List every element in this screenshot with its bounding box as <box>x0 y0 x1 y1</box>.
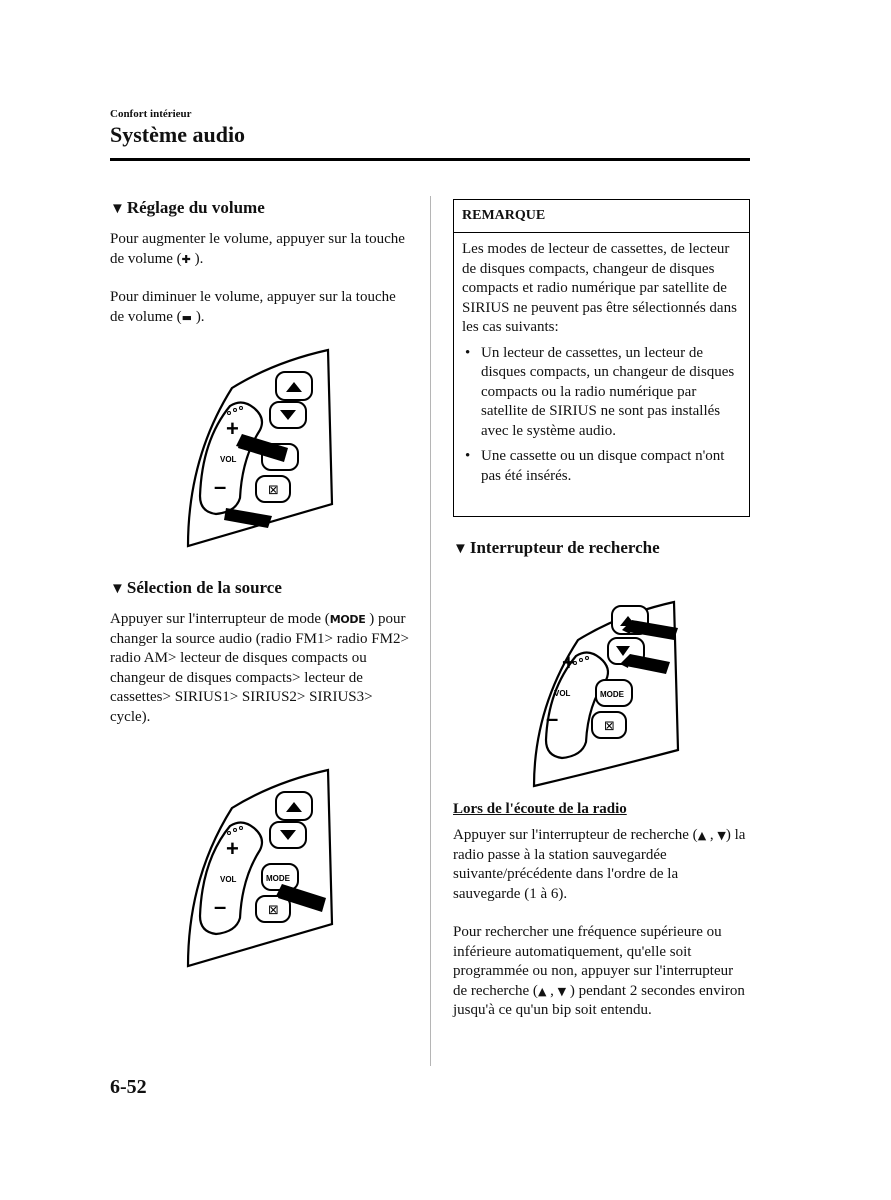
up-arrow-icon: ▲ <box>537 984 547 998</box>
remark-bullet <box>462 447 745 486</box>
seek-text-1-a: Appuyer sur l'interrupteur de recherche ( <box>453 827 698 843</box>
separator: , <box>706 827 718 843</box>
volume-up-text-a: Pour augmenter le volume, appuyer sur la touche de volume ( <box>110 231 405 267</box>
svg-text:–: – <box>546 706 559 731</box>
source-text-b: ) pour changer la source audio (radio FM1> radio FM2> radio AM> lecteur de disques compacts ou changeur de disques compacts> lecteur de cassettes> SIRIUS1> SIRIUS2> SIRIUS3> cycle). <box>110 611 409 725</box>
svg-text:⊠: ⊠ <box>268 902 279 917</box>
vol-label: VOL <box>220 875 237 884</box>
svg-text:⊠: ⊠ <box>604 718 615 733</box>
remark-box <box>453 199 750 517</box>
svg-text:+: + <box>562 650 575 675</box>
svg-text:+: + <box>226 416 239 441</box>
remark-title: REMARQUE <box>462 208 546 223</box>
header-rule <box>110 158 750 161</box>
remark-intro: Les modes de lecteur de cassettes, de lecteur de disques compacts, changeur de disques compacts et radio numérique par satellite de SIRIUS ne peuvent pas être sélectionnés dans les cas suivants: <box>462 241 737 335</box>
remark-bullet-text: Une cassette ou un disque compact n'ont pas été insérés. <box>481 448 725 484</box>
down-arrow-icon: ▼ <box>717 829 726 842</box>
volume-up-text <box>110 230 410 269</box>
seek-text-2 <box>453 923 749 1021</box>
volume-down-text-a: Pour diminuer le volume, appuyer sur la touche de volume ( <box>110 289 396 325</box>
volume-up-text-b: ). <box>190 250 204 267</box>
svg-text:–: – <box>214 474 227 499</box>
seek-text-2-b: ) pendant 2 secondes environ jusqu'à ce qu'un bip soit entendu. <box>453 982 745 1018</box>
page-number: 6-52 <box>110 1076 147 1098</box>
vol-label: VOL <box>554 689 571 698</box>
mode-label: MODE <box>266 874 290 883</box>
chapter-title: Système audio <box>110 122 246 147</box>
minus-icon: ▬ <box>181 310 193 324</box>
source-text-a: Appuyer sur l'interrupteur de mode ( <box>110 611 330 627</box>
volume-down-text-b: ). <box>192 308 205 325</box>
bullet-icon: • <box>465 448 471 464</box>
running-head: Confort intérieur <box>110 108 192 120</box>
plus-icon: ✚ <box>181 252 191 266</box>
svg-text:⊠: ⊠ <box>268 482 279 497</box>
remark-header <box>454 200 749 233</box>
svg-text:–: – <box>214 894 227 919</box>
heading-triangle-icon: ▼ <box>110 201 125 217</box>
seek-heading-text: Interrupteur de recherche <box>469 538 660 557</box>
volume-heading-text: Réglage du volume <box>126 198 265 217</box>
up-arrow-icon: ▲ <box>697 829 707 842</box>
seek-heading <box>453 538 660 558</box>
remark-bullet-text: Un lecteur de cassettes, un lecteur de disques compacts, un changeur de disques compacts ou la radio numérique par satellite de SIRIUS ne sont pas installés avec le système audio. <box>481 344 735 439</box>
radio-subheading: Lors de l'écoute de la radio <box>453 801 627 817</box>
separator: , <box>546 982 558 999</box>
heading-triangle-icon: ▼ <box>453 541 468 557</box>
source-heading <box>110 578 282 598</box>
column-divider <box>430 196 431 1066</box>
mode-label: MODE <box>600 690 624 699</box>
down-arrow-icon: ▼ <box>557 984 567 998</box>
steering-switch-mode-illustration <box>186 768 336 968</box>
heading-triangle-icon: ▼ <box>110 581 125 597</box>
remark-body <box>462 240 745 486</box>
source-text <box>110 610 410 727</box>
steering-switch-volume-illustration <box>186 348 336 548</box>
volume-heading <box>110 198 265 218</box>
vol-label: VOL <box>220 455 237 464</box>
svg-text:+: + <box>226 836 239 861</box>
seek-text-2-a: Pour rechercher une fréquence supérieure ou inférieure automatiquement, qu'elle soit programmée ou non, appuyer sur l'interrupteur de recherche ( <box>453 924 734 999</box>
bullet-icon: • <box>465 344 471 361</box>
seek-text-1-b: ) la radio passe à la station sauvegardée suivante/précédente dans l'ordre de la sauvegarde (1 à 6). <box>453 827 746 902</box>
remark-bullet <box>462 344 745 442</box>
steering-switch-seek-illustration <box>532 600 682 790</box>
seek-text-1 <box>453 826 749 904</box>
mode-switch-inline-icon: MODE <box>329 613 366 626</box>
source-heading-text: Sélection de la source <box>126 578 282 597</box>
volume-down-text <box>110 288 410 327</box>
